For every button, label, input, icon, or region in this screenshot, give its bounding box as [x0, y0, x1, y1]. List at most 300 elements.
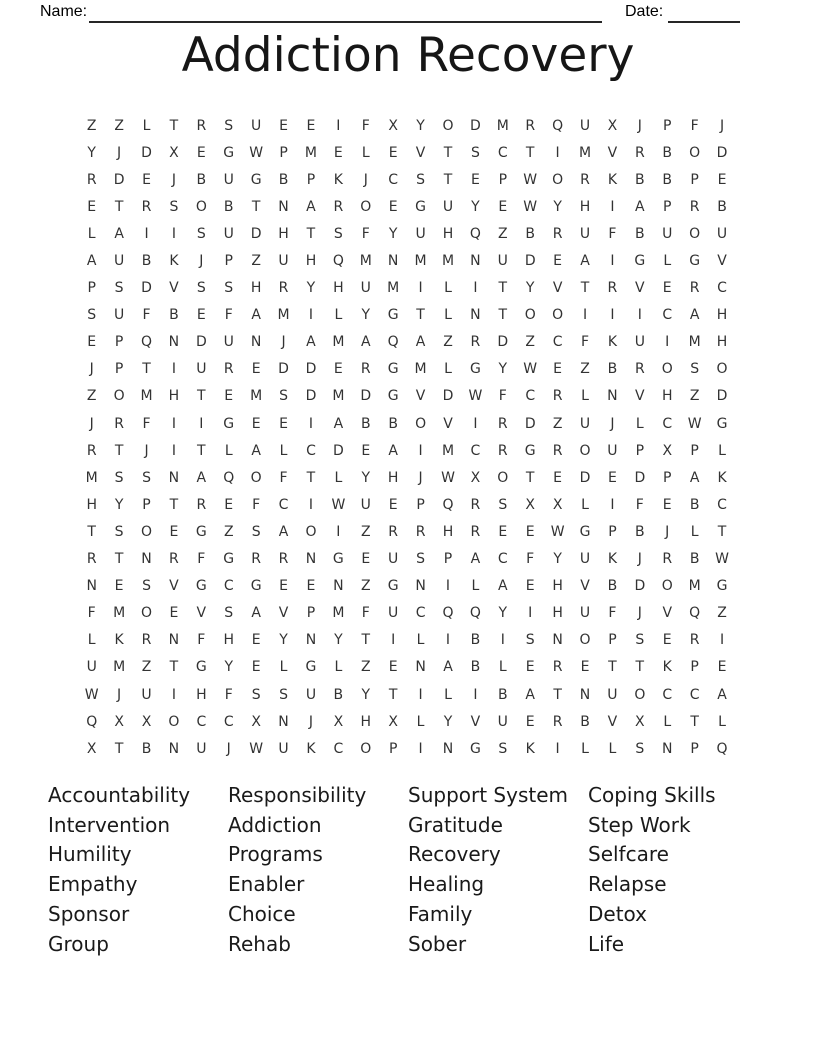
grid-letter: U	[141, 686, 152, 703]
grid-letter: L	[608, 740, 617, 757]
grid-letter: Y	[361, 686, 371, 703]
grid-letter: K	[114, 632, 124, 649]
grid-letter: W	[523, 198, 538, 215]
grid-letter: P	[690, 740, 699, 757]
grid-letter: B	[141, 253, 152, 270]
grid-letter: J	[281, 334, 286, 351]
grid-letter: L	[581, 388, 589, 405]
grid-letter: X	[552, 496, 563, 513]
grid-letter: P	[114, 361, 124, 378]
grid-letter: D	[278, 361, 289, 378]
grid-letter: K	[333, 171, 343, 188]
grid-letter: E	[196, 307, 206, 324]
grid-letter: B	[470, 632, 481, 649]
grid-letter: P	[663, 198, 672, 215]
grid-letter: R	[497, 415, 508, 432]
grid-letter: V	[196, 605, 207, 622]
grid-letter: O	[250, 469, 262, 486]
grid-letter: R	[196, 117, 207, 134]
word-list-item: Accountability	[48, 783, 191, 807]
grid-letter: L	[444, 361, 452, 378]
grid-letter: B	[388, 415, 398, 432]
grid-letter: T	[443, 171, 453, 188]
grid-letter: N	[415, 659, 426, 676]
grid-letter: O	[661, 578, 673, 595]
grid-letter: X	[86, 740, 97, 757]
grid-letter: C	[388, 171, 399, 188]
grid-letter: H	[223, 632, 234, 649]
grid-letter: Z	[360, 578, 371, 595]
grid-letter: D	[141, 144, 152, 161]
grid-letter: A	[443, 659, 453, 676]
grid-letter: P	[306, 605, 316, 622]
grid-letter: E	[498, 198, 508, 215]
grid-letter: B	[689, 551, 700, 568]
grid-letter: E	[114, 578, 124, 595]
grid-letter: H	[552, 605, 563, 622]
grid-letter: K	[607, 551, 618, 568]
grid-letter: S	[279, 388, 288, 405]
grid-letter: I	[391, 632, 396, 649]
grid-letter: R	[497, 442, 508, 459]
grid-letter: T	[114, 551, 124, 568]
grid-letter: H	[442, 225, 454, 242]
grid-letter: K	[306, 740, 316, 757]
grid-letter: N	[415, 578, 426, 595]
grid-letter: A	[470, 551, 481, 568]
grid-letter: L	[663, 713, 672, 730]
grid-letter: A	[717, 686, 727, 703]
grid-letter: L	[718, 442, 726, 459]
grid-letter: E	[169, 523, 179, 540]
grid-letter: W	[523, 171, 538, 188]
word-list-item: Intervention	[48, 812, 171, 837]
grid-letter: V	[580, 578, 590, 595]
grid-letter: Q	[442, 496, 454, 513]
grid-letter: T	[498, 280, 508, 297]
grid-letter: E	[224, 496, 234, 513]
grid-letter: M	[688, 334, 701, 351]
grid-letter: E	[224, 388, 234, 405]
grid-letter: Q	[223, 469, 235, 486]
grid-letter: N	[278, 713, 289, 730]
grid-letter: H	[305, 253, 317, 270]
grid-letter: E	[279, 578, 288, 595]
word-list-item: Choice	[228, 901, 296, 926]
grid-letter: E	[717, 171, 727, 188]
grid-letter: D	[442, 388, 454, 405]
grid-letter: R	[251, 551, 261, 568]
grid-letter: E	[553, 253, 563, 270]
grid-letter: E	[388, 496, 398, 513]
grid-letter: R	[607, 280, 618, 297]
grid-letter: G	[387, 388, 399, 405]
grid-letter: U	[634, 334, 645, 351]
grid-letter: Q	[469, 225, 481, 242]
grid-letter: N	[579, 686, 591, 703]
grid-letter: K	[169, 253, 179, 270]
grid-letter: M	[359, 253, 372, 270]
grid-letter: B	[635, 171, 645, 188]
grid-letter: A	[689, 469, 700, 486]
grid-letter: L	[581, 496, 589, 513]
grid-letter: L	[444, 307, 452, 324]
grid-letter: P	[142, 496, 151, 513]
grid-letter: O	[552, 307, 564, 324]
word-list-item: Healing	[408, 872, 485, 897]
grid-letter: L	[142, 117, 151, 134]
grid-letter: O	[524, 307, 536, 324]
grid-letter: R	[86, 442, 97, 459]
grid-letter: B	[635, 523, 645, 540]
grid-letter: Y	[388, 225, 398, 242]
grid-letter: R	[388, 523, 399, 540]
grid-letter: Y	[361, 469, 371, 486]
grid-letter: E	[525, 713, 535, 730]
grid-letter: R	[689, 280, 700, 297]
grid-letter: E	[251, 632, 261, 649]
grid-letter: E	[525, 523, 535, 540]
grid-letter: G	[195, 659, 207, 676]
word-list-column	[588, 781, 768, 959]
grid-letter: N	[250, 334, 262, 351]
grid-letter: Y	[224, 659, 234, 676]
grid-letter: I	[336, 117, 341, 134]
grid-letter: Z	[443, 334, 453, 351]
grid-letter: R	[415, 523, 426, 540]
grid-letter: G	[387, 307, 399, 324]
grid-letter: C	[223, 578, 234, 595]
grid-letter: C	[717, 280, 727, 297]
grid-letter: X	[169, 144, 179, 161]
grid-letter: Z	[498, 225, 508, 242]
grid-letter: X	[607, 117, 618, 134]
grid-letter: D	[579, 469, 591, 486]
grid-letter: L	[334, 307, 343, 324]
grid-letter: G	[634, 253, 646, 270]
grid-letter: Q	[332, 253, 344, 270]
grid-letter: H	[716, 334, 728, 351]
grid-letter: W	[550, 523, 565, 540]
grid-letter: M	[85, 469, 98, 486]
grid-letter: U	[415, 225, 426, 242]
grid-letter: B	[223, 198, 234, 215]
grid-letter: Y	[334, 632, 343, 649]
grid-letter: M	[332, 388, 345, 405]
grid-letter: J	[117, 144, 122, 161]
grid-letter: H	[442, 523, 454, 540]
grid-letter: V	[607, 713, 618, 730]
word-list-item: Relapse	[588, 872, 667, 897]
grid-letter: P	[306, 171, 316, 188]
grid-letter: T	[388, 686, 398, 703]
word-list-item: Rehab	[228, 931, 291, 956]
grid-letter: S	[196, 225, 206, 242]
grid-letter: O	[689, 144, 701, 161]
grid-letter: E	[662, 280, 672, 297]
grid-letter: L	[279, 442, 288, 459]
grid-letter: S	[416, 171, 426, 188]
grid-letter: I	[528, 605, 533, 622]
grid-letter: C	[717, 496, 727, 513]
grid-letter: E	[361, 442, 371, 459]
grid-letter: U	[442, 198, 454, 215]
grid-letter: O	[305, 523, 317, 540]
header	[40, 3, 776, 29]
grid-letter: P	[224, 253, 233, 270]
grid-letter: M	[277, 307, 290, 324]
word-list-column	[408, 781, 588, 959]
grid-letter: T	[114, 442, 124, 459]
grid-letter: R	[689, 632, 700, 649]
grid-letter: E	[580, 659, 590, 676]
grid-letter: J	[637, 117, 642, 134]
grid-letter: G	[415, 198, 426, 215]
grid-letter: Y	[87, 144, 96, 161]
word-list-item: Sponsor	[48, 901, 130, 926]
grid-letter: C	[662, 686, 673, 703]
grid-letter: L	[416, 632, 425, 649]
grid-letter: E	[279, 117, 288, 134]
grid-letter: G	[332, 551, 344, 568]
grid-letter: G	[689, 253, 701, 270]
grid-letter: R	[552, 713, 563, 730]
grid-letter: T	[197, 388, 206, 405]
grid-letter: U	[579, 415, 591, 432]
grid-letter: U	[579, 605, 591, 622]
grid-letter: B	[635, 225, 645, 242]
grid-letter: X	[114, 713, 124, 730]
grid-letter: S	[114, 280, 124, 297]
grid-letter: R	[470, 523, 481, 540]
grid-letter: M	[578, 144, 592, 161]
grid-letter: V	[607, 144, 618, 161]
grid-letter: V	[415, 144, 426, 161]
grid-letter: N	[552, 632, 563, 649]
word-list	[48, 781, 768, 959]
grid-letter: S	[87, 307, 97, 324]
grid-letter: R	[114, 415, 124, 432]
grid-letter: A	[196, 469, 207, 486]
grid-letter: A	[498, 578, 508, 595]
grid-letter: R	[86, 551, 97, 568]
grid-letter: Y	[416, 117, 425, 134]
grid-letter: U	[223, 171, 234, 188]
grid-letter: D	[634, 578, 646, 595]
grid-letter: I	[473, 280, 478, 297]
grid-letter: C	[689, 686, 700, 703]
grid-letter: A	[306, 334, 316, 351]
grid-letter: E	[498, 523, 508, 540]
grid-letter: X	[141, 713, 152, 730]
grid-letter: G	[716, 578, 728, 595]
grid-letter: I	[555, 144, 560, 161]
word-list-item: Selfcare	[588, 842, 669, 867]
grid-letter: W	[331, 496, 346, 513]
grid-letter: I	[144, 225, 149, 242]
grid-letter: S	[251, 686, 261, 703]
date-blank-line	[668, 21, 740, 23]
grid-letter: O	[661, 361, 673, 378]
grid-letter: Y	[279, 632, 288, 649]
grid-letter: Z	[689, 388, 700, 405]
grid-letter: T	[553, 686, 562, 703]
grid-letter: F	[361, 117, 370, 134]
grid-letter: P	[608, 523, 617, 540]
grid-letter: E	[662, 632, 672, 649]
grid-letter: R	[470, 496, 481, 513]
grid-letter: E	[525, 659, 535, 676]
grid-letter: P	[690, 171, 699, 188]
grid-letter: S	[470, 144, 480, 161]
grid-letter: A	[580, 253, 590, 270]
grid-letter: L	[471, 578, 480, 595]
grid-letter: K	[525, 740, 535, 757]
grid-letter: F	[580, 334, 590, 351]
grid-letter: D	[470, 117, 481, 134]
grid-letter: A	[689, 307, 700, 324]
grid-letter: R	[278, 280, 289, 297]
grid-letter: H	[360, 713, 372, 730]
grid-letter: X	[525, 496, 535, 513]
grid-letter: T	[306, 469, 316, 486]
grid-letter: H	[86, 496, 97, 513]
grid-letter: M	[387, 280, 400, 297]
grid-letter: O	[579, 632, 591, 649]
grid-letter: G	[387, 578, 399, 595]
grid-letter: J	[308, 713, 314, 730]
grid-letter: X	[388, 713, 398, 730]
grid-letter: S	[690, 361, 700, 378]
grid-letter: Q	[141, 334, 153, 351]
grid-letter: I	[308, 415, 314, 432]
grid-letter: C	[415, 605, 426, 622]
grid-letter: I	[171, 686, 176, 703]
grid-letter: U	[305, 686, 317, 703]
grid-letter: A	[635, 198, 645, 215]
grid-letter: D	[716, 388, 728, 405]
grid-letter: L	[361, 144, 370, 161]
grid-letter: P	[635, 442, 645, 459]
grid-letter: J	[89, 361, 94, 378]
grid-letter: Q	[442, 605, 454, 622]
grid-letter: O	[442, 117, 454, 134]
grid-letter: H	[333, 280, 344, 297]
grid-letter: I	[582, 307, 588, 324]
grid-letter: A	[251, 605, 261, 622]
grid-letter: H	[661, 388, 673, 405]
word-list-item: Life	[588, 931, 625, 956]
grid-letter: N	[168, 632, 180, 649]
grid-letter: G	[716, 415, 728, 432]
grid-letter: U	[579, 551, 591, 568]
grid-letter: U	[196, 740, 207, 757]
grid-letter: Z	[86, 388, 97, 405]
grid-letter: F	[526, 551, 535, 568]
grid-letter: Y	[361, 307, 371, 324]
grid-letter: S	[498, 740, 508, 757]
grid-letter: L	[87, 225, 96, 242]
grid-letter: A	[278, 523, 289, 540]
grid-letter: L	[416, 713, 425, 730]
grid-letter: Y	[498, 361, 508, 378]
grid-letter: R	[552, 388, 563, 405]
grid-letter: W	[523, 361, 538, 378]
grid-letter: O	[716, 361, 728, 378]
grid-letter: Q	[689, 605, 701, 622]
grid-letter: T	[114, 740, 124, 757]
grid-letter: I	[610, 307, 615, 324]
grid-letter: I	[418, 686, 423, 703]
grid-letter: J	[719, 117, 725, 134]
grid-letter: N	[442, 740, 454, 757]
name-blank-line	[89, 21, 602, 23]
grid-letter: Y	[114, 496, 124, 513]
grid-letter: J	[363, 171, 368, 188]
grid-letter: D	[716, 144, 728, 161]
grid-letter: F	[498, 388, 507, 405]
grid-letter: B	[689, 496, 700, 513]
word-list-item: Responsibility	[228, 783, 367, 807]
grid-letter: N	[607, 388, 618, 405]
grid-letter: I	[418, 740, 423, 757]
grid-letter: W	[249, 740, 264, 757]
grid-letter: P	[416, 496, 425, 513]
grid-letter: C	[470, 442, 481, 459]
grid-letter: C	[196, 713, 207, 730]
grid-letter: G	[195, 578, 207, 595]
grid-letter: C	[662, 415, 673, 432]
date-label: Date:	[625, 3, 664, 20]
letter-grid	[78, 112, 736, 762]
grid-letter: O	[552, 171, 564, 188]
grid-letter: V	[169, 280, 179, 297]
grid-letter: E	[525, 578, 535, 595]
grid-letter: S	[224, 605, 234, 622]
grid-letter: O	[113, 388, 125, 405]
grid-letter: P	[87, 280, 96, 297]
grid-letter: U	[223, 225, 234, 242]
grid-letter: N	[86, 578, 97, 595]
grid-letter: N	[333, 578, 344, 595]
grid-letter: R	[169, 551, 179, 568]
grid-letter: R	[580, 171, 590, 188]
grid-letter: I	[719, 632, 725, 649]
grid-letter: P	[114, 334, 124, 351]
grid-letter: J	[89, 415, 94, 432]
grid-letter: K	[717, 469, 727, 486]
grid-letter: J	[665, 523, 670, 540]
grid-letter: E	[717, 659, 727, 676]
grid-letter: Z	[552, 415, 563, 432]
grid-letter: A	[360, 334, 371, 351]
word-list-item: Gratitude	[408, 812, 503, 837]
grid-letter: U	[196, 361, 207, 378]
grid-letter: M	[250, 388, 263, 405]
grid-letter: F	[279, 469, 288, 486]
grid-letter: S	[525, 632, 535, 649]
grid-letter: Z	[86, 117, 97, 134]
grid-letter: I	[445, 632, 451, 649]
grid-letter: R	[552, 442, 563, 459]
grid-letter: G	[223, 551, 235, 568]
grid-letter: J	[171, 171, 176, 188]
grid-letter: B	[580, 713, 590, 730]
grid-letter: A	[114, 225, 124, 242]
grid-letter: E	[553, 469, 563, 486]
grid-letter: T	[608, 659, 617, 676]
grid-letter: E	[196, 144, 206, 161]
